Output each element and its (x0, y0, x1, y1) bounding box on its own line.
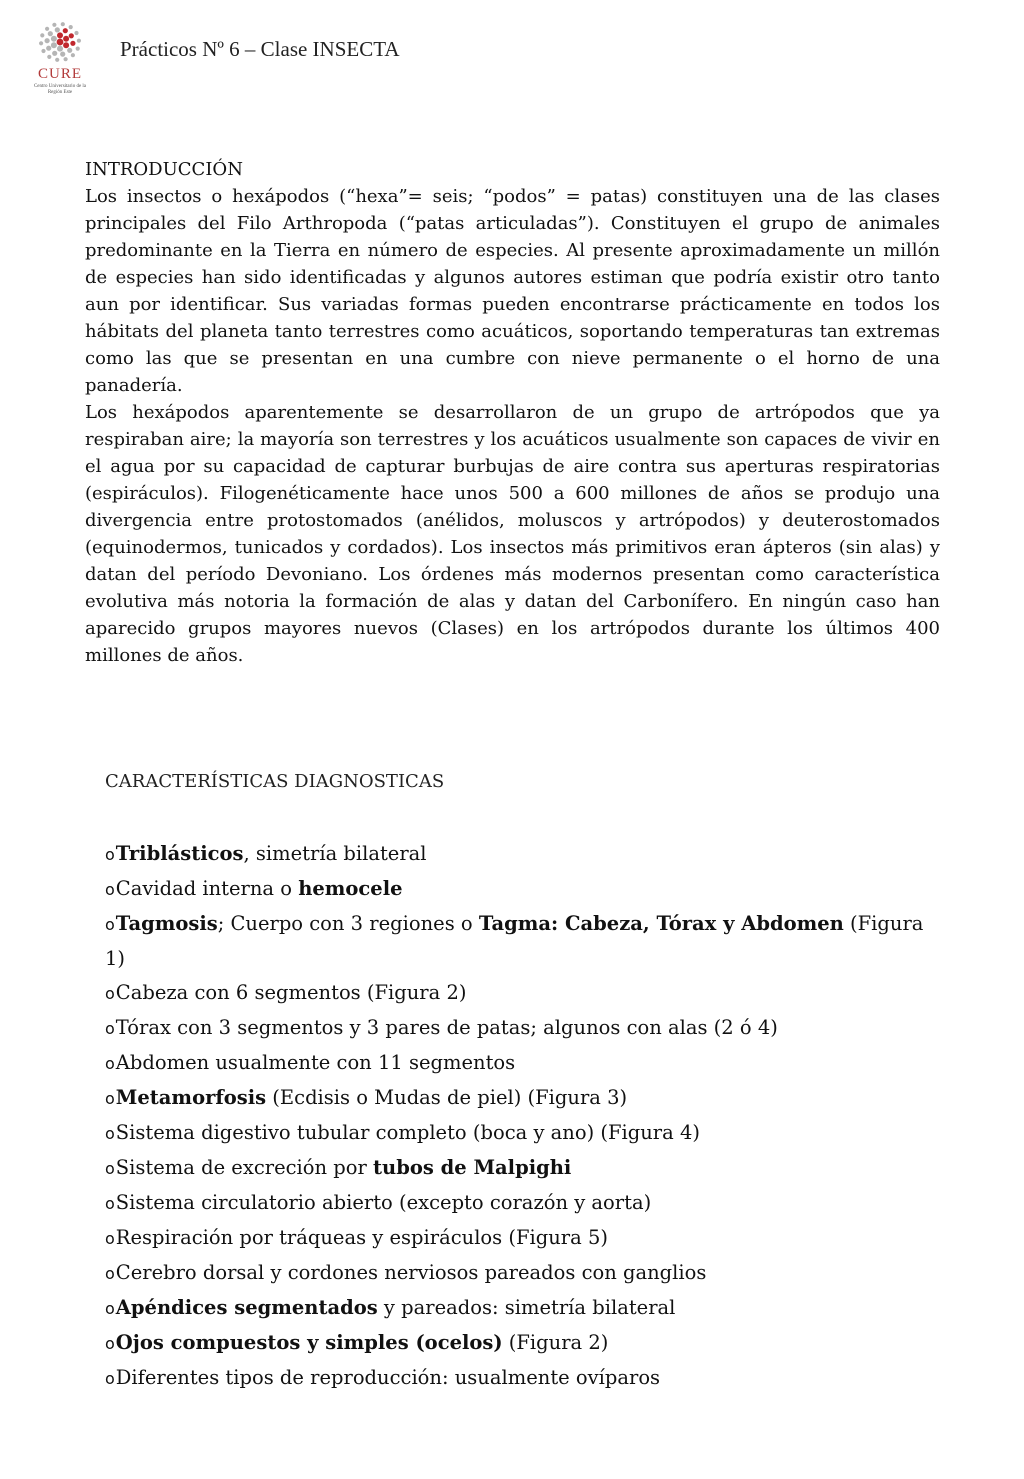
characteristic-text: Cerebro dorsal y cordones nerviosos pareados con ganglios (115, 1261, 707, 1284)
bullet-icon: o (105, 1019, 115, 1038)
logo-dot (52, 23, 56, 27)
bullet-icon: o (105, 845, 115, 864)
logo-dot (41, 49, 45, 53)
characteristic-item (105, 1011, 945, 1046)
bullet-icon: o (105, 1334, 115, 1353)
logo-dot (70, 41, 75, 46)
bullet-icon: o (105, 880, 115, 899)
bullet-icon: o (105, 1054, 115, 1073)
characteristic-text: (Figura 2) (502, 1331, 609, 1354)
characteristic-text: Cabeza con 6 segmentos (Figura 2) (115, 981, 467, 1004)
diagnostic-characteristics-section (105, 768, 945, 1396)
characteristics-list (105, 837, 945, 1396)
characteristic-text: (Figura 1) (105, 912, 924, 970)
logo-dots-graphic (30, 20, 90, 66)
characteristic-text: Tórax con 3 segmentos y 3 pares de patas; algunos con alas (2 ó 4) (115, 1016, 778, 1039)
cure-logo (30, 20, 90, 100)
characteristic-text: Sistema digestivo tubular completo (boca y ano) (Figura 4) (115, 1121, 700, 1144)
characteristic-bold-text: tubos de Malpighi (373, 1156, 572, 1179)
characteristic-item (105, 837, 945, 872)
logo-dot (39, 41, 43, 45)
logo-dot (69, 33, 74, 38)
logo-dot (77, 39, 81, 43)
characteristic-bold-text: Tagma: Cabeza, Tórax y Abdomen (478, 912, 844, 935)
logo-dot (57, 32, 63, 38)
logo-dot (71, 53, 75, 57)
bullet-icon: o (105, 915, 115, 934)
logo-subtitle: Centro Universitario de la Región Este (33, 84, 87, 95)
bullet-icon: o (105, 1089, 115, 1108)
characteristic-bold-text: Triblásticos (115, 842, 244, 865)
logo-dot (57, 39, 64, 46)
logo-dot (45, 27, 49, 31)
logo-dot (69, 25, 73, 29)
bullet-icon: o (105, 1229, 115, 1248)
characteristic-text: Sistema circulatorio abierto (excepto corazón y aorta) (115, 1191, 652, 1214)
characteristic-text: ; Cuerpo con 3 regiones o (217, 912, 479, 935)
characteristic-bold-text: hemocele (298, 877, 403, 900)
logo-dot (51, 36, 57, 42)
characteristic-item (105, 1116, 945, 1151)
characteristic-text: Sistema de excreción por (115, 1156, 374, 1179)
characteristic-item (105, 907, 945, 976)
logo-dot (47, 55, 51, 59)
characteristic-item (105, 1151, 945, 1186)
logo-dot (76, 47, 80, 51)
characteristic-bold-text: Ojos compuestos y simples (ocelos) (115, 1331, 503, 1354)
introduction-section (85, 156, 940, 669)
characteristic-text: Diferentes tipos de reproducción: usualmente ovíparos (115, 1366, 661, 1389)
intro-paragraph-2: Los hexápodos aparentemente se desarrollaron de un grupo de artrópodos que ya respiraban aire; la mayoría son terrestres y los acuáticos usualmente son capaces de vivir en el agua por su capacidad de capturar burbujas de aire contra sus aperturas respiratorias (espiráculos). Filogenéticamente hace unos 500 a 600 millones de años se produjo una divergencia entre protostomados (anélidos, moluscos y artrópodos) y deuterostomados (equinodermos, tunicados y cordados). Los insectos más primitivos eran ápteros (sin alas) y datan del período Devoniano. Los órdenes más modernos presentan como característica evolutiva más notoria la formación de alas y datan del Carbonífero. En ningún caso han aparecido grupos mayores nuevos (Clases) en los artrópodos durante los últimos 400 millones de años. (85, 402, 940, 666)
logo-dot (40, 33, 44, 37)
logo-name: CURE (37, 66, 82, 82)
characteristic-bold-text: Tagmosis (115, 912, 218, 935)
logo-dot (51, 42, 57, 48)
logo-dot (55, 58, 59, 62)
logo-dot (61, 22, 65, 26)
logo-dot (45, 38, 50, 43)
characteristic-text: Cavidad interna o (115, 877, 299, 900)
bullet-icon: o (105, 1159, 115, 1178)
characteristic-item (105, 1256, 945, 1291)
logo-dot (64, 57, 68, 61)
bullet-icon: o (105, 1194, 115, 1213)
characteristic-item (105, 976, 945, 1011)
characteristic-item (105, 872, 945, 907)
characteristic-bold-text: Metamorfosis (115, 1086, 267, 1109)
intro-paragraph-1: Los insectos o hexápodos (“hexa”= seis; “podos” = patas) constituyen una de las clases principales del Filo Arthropoda (“patas articuladas”). Constituyen el grupo de animales predominante en la Tierra en número de especies. Al presente aproximadamente un millón de especies han sido identificadas y algunos autores estiman que podría existir otro tanto aun por identificar. Sus variadas formas pueden encontrarse prácticamente en todos los hábitats del planeta tanto terrestres como acuáticos, soportando temperaturas tan extremas como las que se presentan en una cumbre con nieve permanente o el horno de una panadería. (85, 186, 940, 396)
characteristic-item (105, 1081, 945, 1116)
characteristic-text: Abdomen usualmente con 11 segmentos (115, 1051, 516, 1074)
logo-dot (55, 27, 60, 32)
bullet-icon: o (105, 984, 115, 1003)
bullet-icon: o (105, 1124, 115, 1143)
characteristic-item (105, 1046, 945, 1081)
bullet-icon: o (105, 1299, 115, 1318)
logo-dot (52, 51, 57, 56)
introduction-heading: INTRODUCCIÓN (85, 159, 243, 180)
logo-dot (48, 31, 53, 36)
logo-dot (60, 52, 65, 57)
characteristic-item (105, 1291, 945, 1326)
characteristic-item (105, 1221, 945, 1256)
characteristic-text: (Ecdisis o Mudas de piel) (Figura 3) (266, 1086, 628, 1109)
logo-dot (63, 42, 69, 48)
logo-dot (74, 31, 78, 35)
logo-dot (63, 36, 69, 42)
bullet-icon: o (105, 1369, 115, 1388)
characteristic-item (105, 1326, 945, 1361)
logo-dot (63, 28, 68, 33)
characteristic-bold-text: Apéndices segmentados (115, 1296, 378, 1319)
characteristic-text: Respiración por tráqueas y espiráculos (Figura 5) (115, 1226, 608, 1249)
characteristic-text: , simetría bilateral (243, 842, 427, 865)
characteristic-text: y pareados: simetría bilateral (377, 1296, 676, 1319)
logo-dot (46, 46, 51, 51)
logo-dot (67, 48, 72, 53)
logo-dot (57, 46, 63, 52)
characteristic-item (105, 1186, 945, 1221)
characteristics-heading: CARACTERÍSTICAS DIAGNOSTICAS (105, 771, 445, 792)
bullet-icon: o (105, 1264, 115, 1283)
page-header-title: Prácticos Nº 6 – Clase INSECTA (120, 37, 400, 61)
characteristic-item (105, 1361, 945, 1396)
